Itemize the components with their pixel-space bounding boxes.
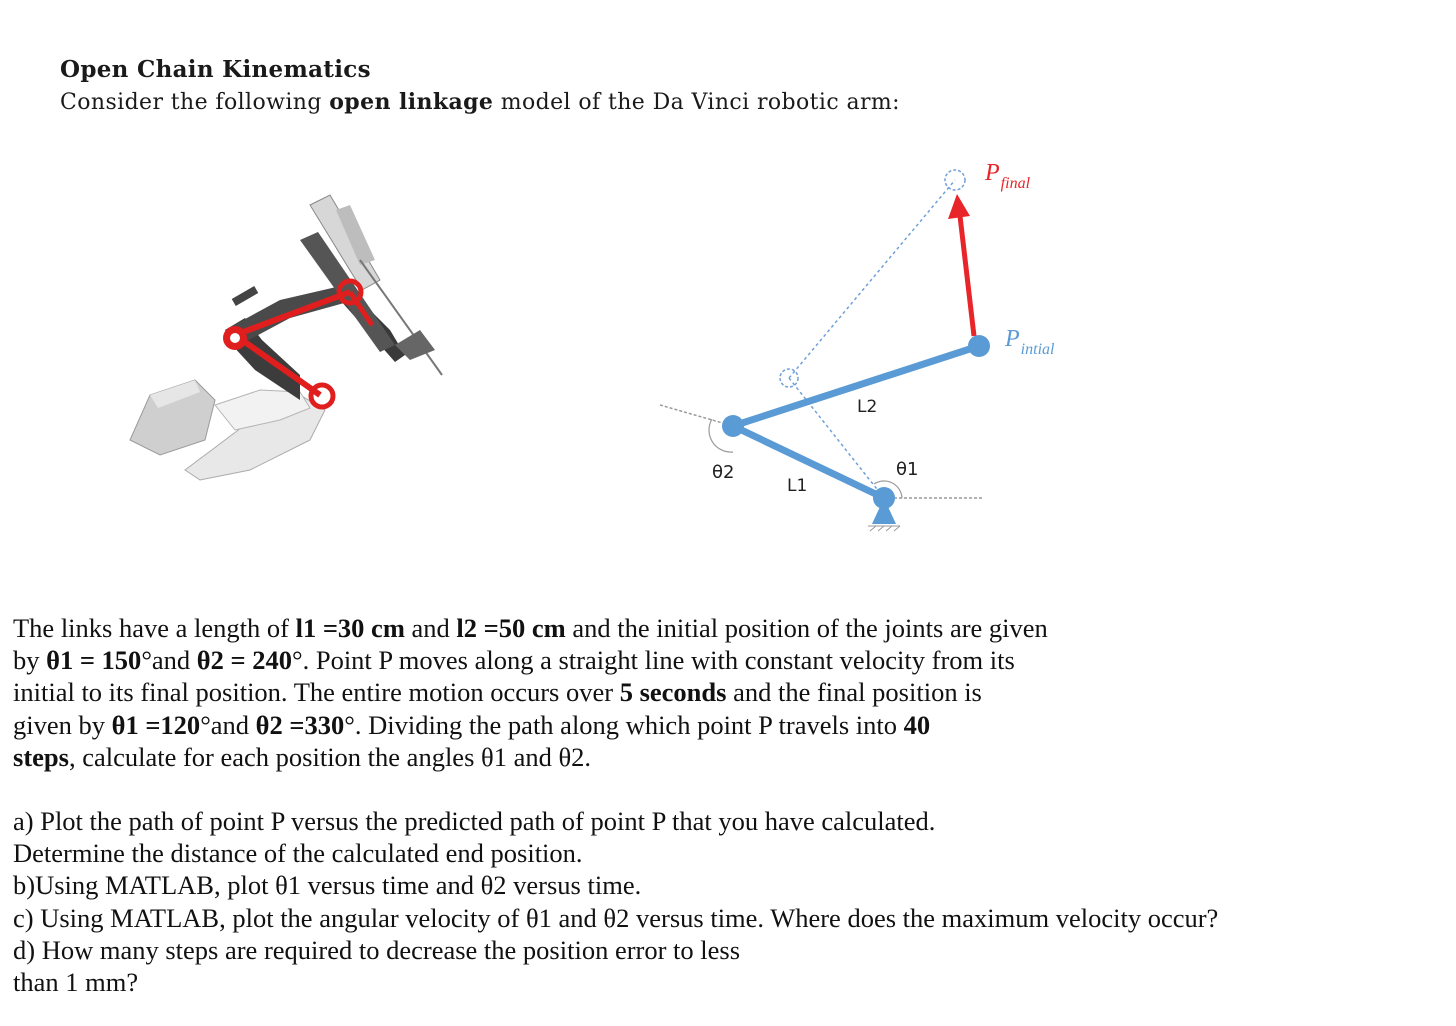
linkage-diagram	[660, 160, 1055, 531]
label-l1: L1	[787, 476, 808, 496]
text-segment: and the final position is	[726, 677, 982, 708]
text-bold-l2: l2 =50 cm	[456, 613, 566, 643]
label-l2: L2	[857, 397, 878, 417]
text-segment: initial to its final position. The entire motion occurs over	[13, 677, 620, 708]
text-bold-step-count: 40	[903, 709, 931, 740]
text-segment: °. Point P moves along a straight line with constant velocity from its	[291, 645, 1015, 676]
label-p-initial: $P_{intial}$	[1005, 326, 1055, 358]
label-p-final: $P_{final}$	[985, 160, 1031, 192]
label-theta1: θ1	[896, 459, 919, 480]
text-bold-theta2-initial: θ2 = 240	[196, 645, 292, 676]
text-segment: °and	[200, 709, 256, 740]
page-title: Open Chain Kinematics	[60, 56, 371, 83]
text-bold-theta1-final: θ1 =120	[111, 709, 201, 740]
problem-text	[13, 612, 1443, 998]
path-arrow	[960, 216, 974, 336]
question-d-line1: d) How many steps are required to decrease the position error to less	[13, 934, 741, 965]
text-bold-duration: 5 seconds	[619, 677, 727, 708]
label-theta2: θ2	[712, 462, 735, 483]
link-l2-final	[789, 180, 955, 378]
text-segment: by	[13, 645, 47, 676]
joint-elbow	[722, 415, 744, 437]
paragraph	[13, 612, 1443, 773]
subtitle-post: model of the Da Vinci robotic arm:	[493, 90, 900, 115]
subtitle-bold: open linkage	[329, 89, 494, 115]
question-a-line2: Determine the distance of the calculated end position.	[13, 838, 583, 869]
text-segment: °and	[141, 645, 197, 676]
reference-line-theta2	[660, 405, 733, 426]
subtitle-pre: Consider the following	[60, 90, 330, 115]
point-p-initial	[968, 335, 990, 357]
text-bold-theta1-initial: θ1 = 150	[46, 645, 142, 676]
text-segment: given by	[13, 709, 112, 740]
question-b: b)Using MATLAB, plot θ1 versus time and θ2 versus time.	[13, 870, 642, 901]
text-segment: and the initial position of the joints are given	[565, 613, 1048, 643]
question-d-line2: than 1 mm?	[13, 967, 139, 998]
header	[60, 56, 900, 115]
text-segment: , calculate for each position the angles θ1 and θ2.	[68, 741, 592, 772]
link-l1	[733, 426, 884, 498]
text-bold-theta2-final: θ2 =330	[255, 709, 345, 740]
text-segment: °. Dividing the path along which point P travels into	[344, 709, 904, 740]
question-a-line1: a) Plot the path of point P versus the predicted path of point P that you have calculated.	[13, 806, 936, 837]
figure	[0, 150, 1456, 560]
text-bold-l1: l1 =30 cm	[295, 613, 405, 643]
text-segment: The links have a length of	[13, 613, 296, 643]
joint-base	[873, 487, 895, 509]
robot-arm-illustration	[130, 195, 442, 480]
question-c: c) Using MATLAB, plot the angular velocity of θ1 and θ2 versus time. Where does the maximum velocity occur?	[13, 902, 1219, 933]
text-segment: and	[404, 613, 457, 643]
link-l2	[733, 346, 979, 426]
text-bold-steps: steps	[13, 741, 69, 772]
arrow-head-icon	[948, 194, 970, 219]
page-subtitle	[60, 89, 900, 115]
